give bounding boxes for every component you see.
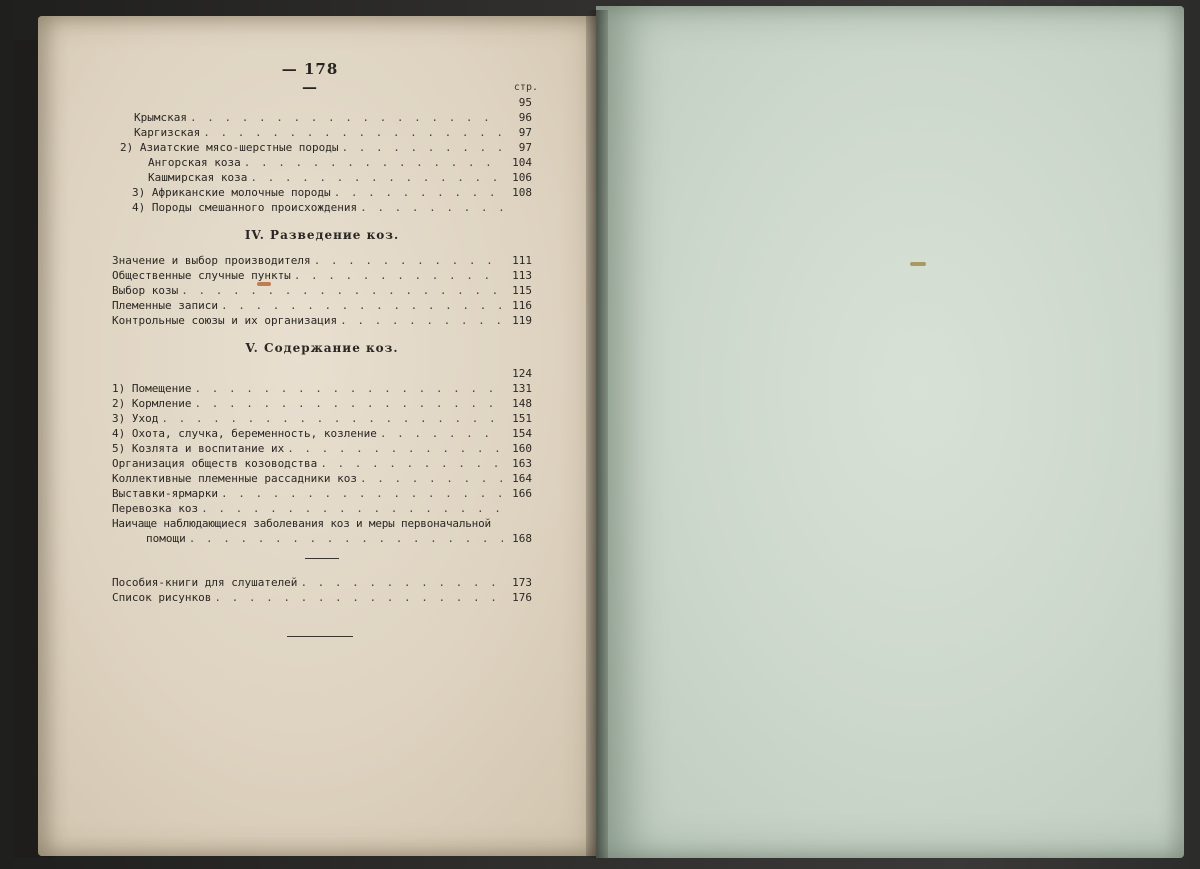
toc-page: 154 [512, 427, 532, 440]
section-heading-v: V. Содержание коз. [245, 341, 399, 355]
right-page-blank [596, 6, 1184, 858]
toc-page: 108 [512, 186, 532, 199]
toc-title: Ангорская коза [148, 156, 241, 169]
toc-title: Выставки-ярмарки [112, 487, 218, 500]
toc-page: 166 [512, 487, 532, 500]
toc-row [112, 125, 532, 140]
pages-column-label: стр. [513, 82, 538, 93]
paper-stain [910, 262, 926, 266]
toc-title: Пособия-книги для слушателей [112, 576, 298, 589]
toc-row [112, 456, 532, 471]
toc-title: Выбор козы [112, 284, 179, 297]
toc-page: 104 [512, 156, 532, 169]
book-gutter [586, 10, 608, 858]
toc-page: 164 [512, 472, 532, 485]
toc-title: 1) Помещение [112, 382, 192, 395]
toc-page: 176 [512, 591, 532, 604]
toc-title: Общественные случные пункты [112, 269, 291, 282]
toc-page: 106 [512, 171, 532, 184]
toc-page: 96 [518, 111, 532, 124]
toc-row [112, 575, 532, 590]
toc-row [112, 590, 532, 605]
toc-page: 97 [518, 126, 532, 139]
toc-title: 2) Азиатские мясо-шерстные породы [120, 141, 339, 154]
toc-row [112, 140, 532, 155]
toc-row [112, 366, 532, 381]
toc-title: Коллективные племенные рассадники коз [112, 472, 358, 485]
toc-title: Племенные записи [112, 299, 218, 312]
toc-row [112, 170, 532, 185]
toc-row [112, 471, 532, 486]
toc-row [112, 411, 532, 426]
section-v-entries [112, 366, 532, 546]
toc-title: Перевозка коз [112, 502, 199, 515]
page-number: — 178 — [281, 60, 339, 96]
toc-page: 131 [512, 382, 532, 395]
toc-row [112, 155, 532, 170]
toc-row [112, 268, 532, 283]
top-entries [112, 95, 532, 215]
toc-row [112, 516, 532, 531]
toc-title: 4) Породы смешанного происхождения [132, 201, 358, 214]
toc-page: 115 [512, 284, 532, 297]
toc-row [112, 381, 532, 396]
toc-title: помощи [146, 532, 186, 545]
end-rule [287, 636, 353, 637]
toc-page: 163 [512, 457, 532, 470]
toc-page: 111 [512, 254, 532, 267]
toc-page: 97 [518, 141, 532, 154]
toc-row [112, 426, 532, 441]
toc-title: 4) Охота, случка, беременность, козление [112, 427, 377, 440]
toc-page: 119 [512, 314, 532, 327]
toc-row [112, 283, 532, 298]
toc-page: 173 [512, 576, 532, 589]
toc-title: Каргизская [134, 126, 201, 139]
toc-row [112, 313, 532, 328]
toc-title: Кашмирская коза [148, 171, 248, 184]
toc-title: 3) Уход [112, 412, 159, 425]
divider-rule [305, 558, 339, 559]
toc-title: Значение и выбор производителя [112, 254, 311, 267]
toc-row [112, 486, 532, 501]
toc-row [112, 531, 532, 546]
toc-row [112, 501, 532, 516]
toc-row [112, 253, 532, 268]
toc-row [112, 200, 532, 215]
toc-row [112, 396, 532, 411]
section-iv-entries [112, 253, 532, 328]
toc-row [112, 441, 532, 456]
toc-row [112, 95, 532, 110]
toc-title: 3) Африканские молочные породы [132, 186, 331, 199]
toc-title: Контрольные союзы и их организация [112, 314, 338, 327]
toc-title: Список рисунков [112, 591, 212, 604]
toc-page: 160 [512, 442, 532, 455]
toc-row [112, 110, 532, 125]
toc-title: Наичаще наблюдающиеся заболевания коз и меры первоначальной [112, 517, 491, 530]
section-heading-iv: IV. Разведение коз. [244, 228, 400, 242]
toc-title: 2) Кормление [112, 397, 192, 410]
toc-page: 116 [512, 299, 532, 312]
toc-row [112, 185, 532, 200]
toc-page: 148 [512, 397, 532, 410]
toc-title: 5) Козлята и воспитание их [112, 442, 285, 455]
toc-page: 124 [512, 367, 532, 380]
appendix-entries [112, 575, 532, 605]
table-of-contents [112, 95, 532, 605]
toc-page: 113 [512, 269, 532, 282]
toc-row [112, 298, 532, 313]
toc-page: 151 [512, 412, 532, 425]
toc-title: Организация обществ козоводства [112, 457, 318, 470]
toc-page: 168 [512, 532, 532, 545]
toc-page: 95 [518, 96, 532, 109]
toc-title: Крымская [134, 111, 187, 124]
